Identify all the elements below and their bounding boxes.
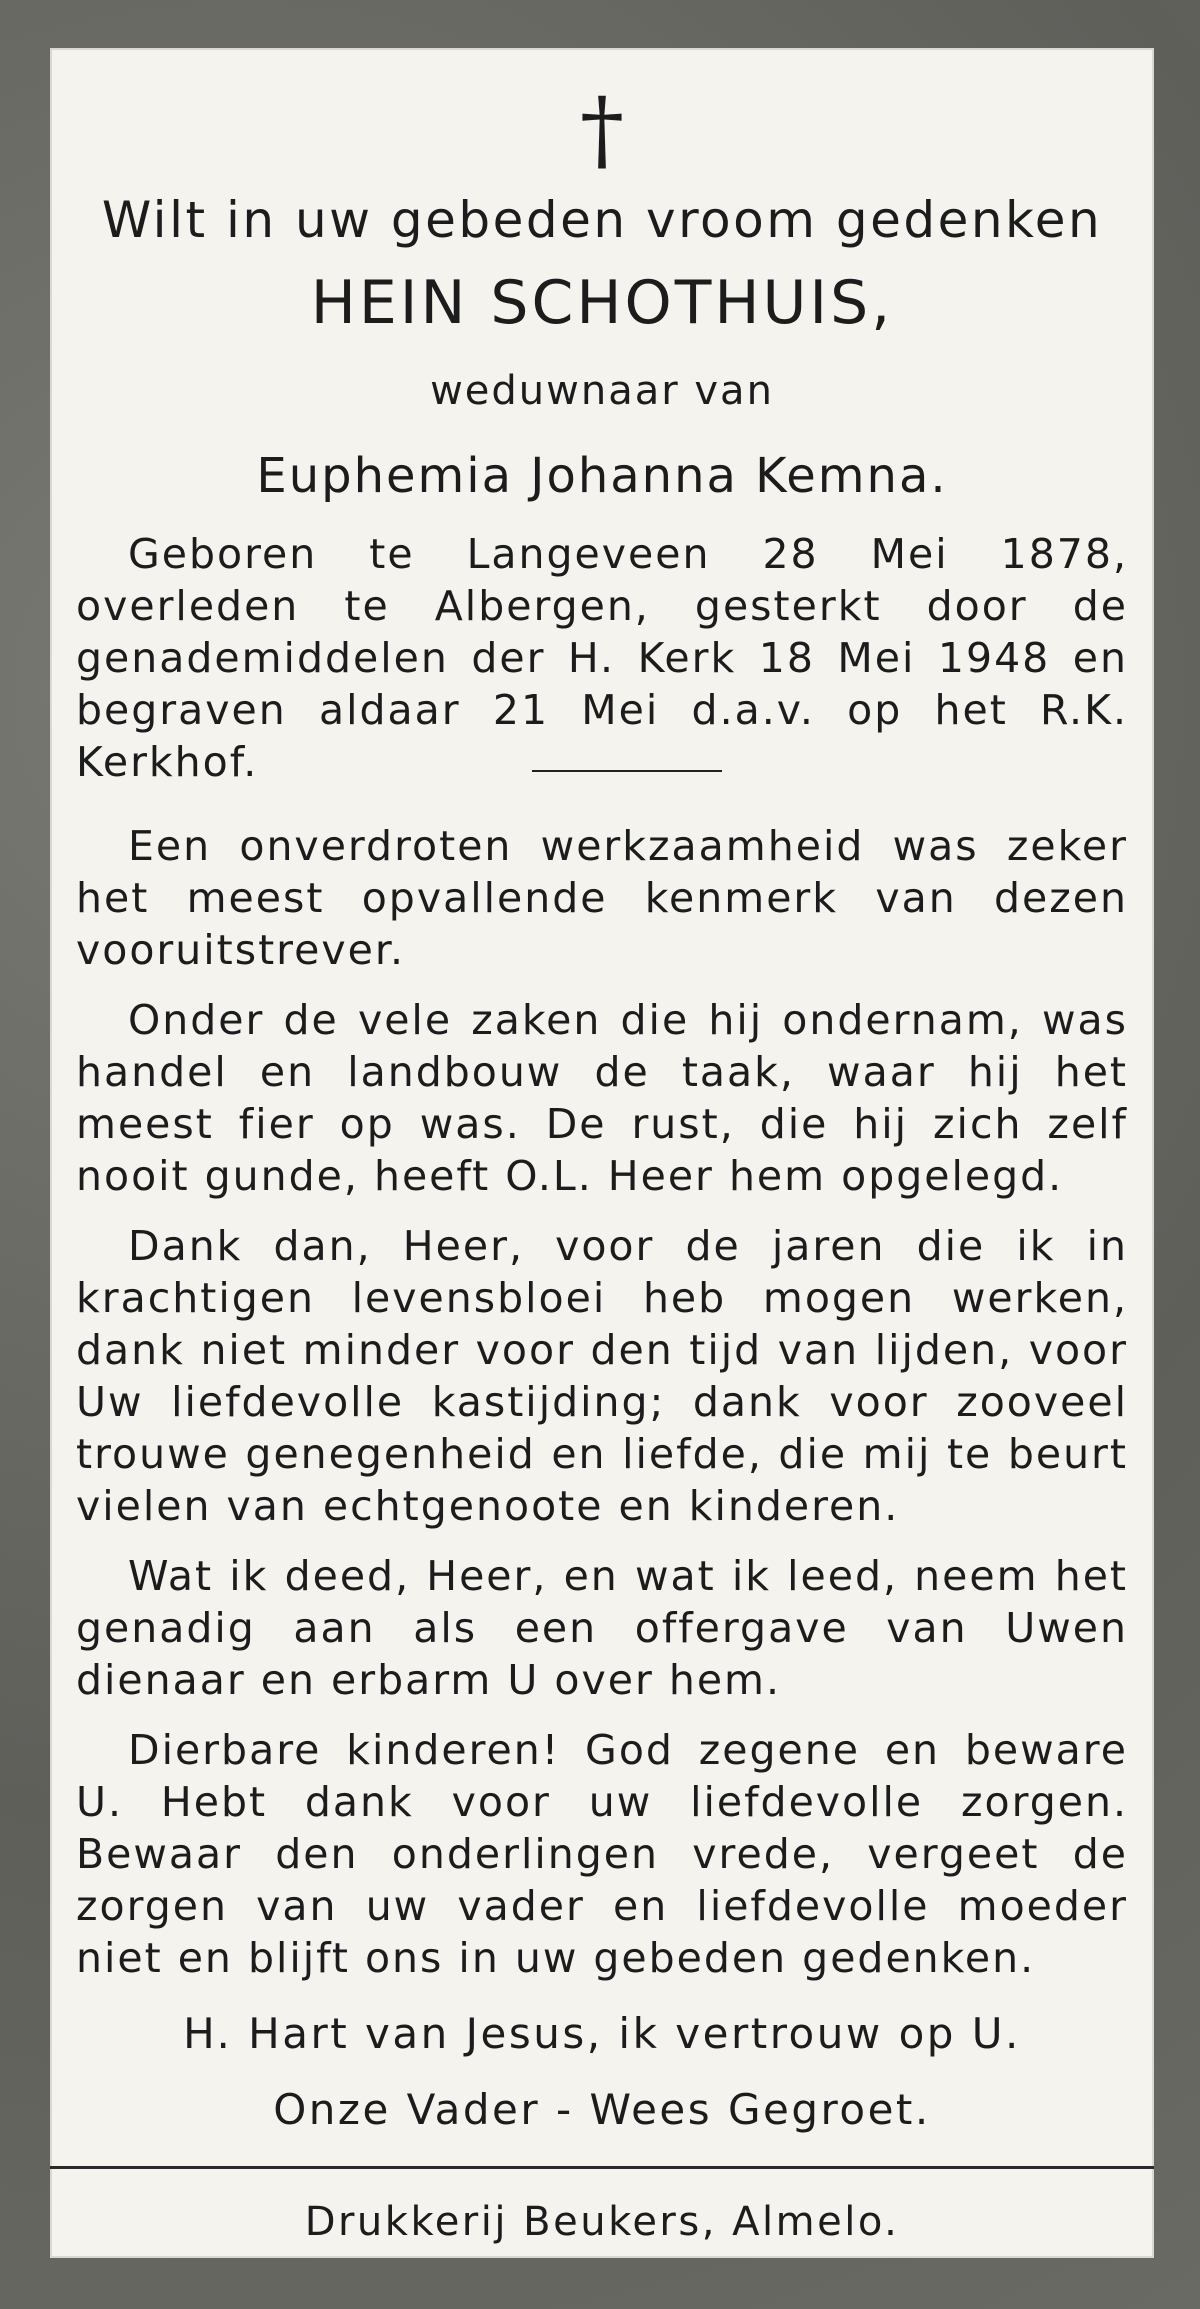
paragraph-2	[76, 994, 1128, 1202]
paragraph-text: Dierbare kinderen! God zegene en beware U. Hebt dank voor uw liefdevolle zorgen. Bewaar den onderlingen vrede, vergeet de zorgen van uw vader en liefdevolle moeder niet en blijft ons in uw gebeden gedenken.	[76, 1726, 1128, 1982]
cross-icon: †	[580, 78, 624, 181]
deceased-name: HEIN SCHOTHUIS,	[310, 268, 894, 338]
invocation-line: H. Hart van Jesus, ik vertrouw op U.	[183, 2009, 1021, 2058]
prayers-line: Onze Vader - Wees Gegroet.	[273, 2085, 931, 2134]
relation-line: weduwnaar van	[430, 368, 774, 414]
paragraph-text: Een onverdroten werkzaamheid was zeker het meest opvallende kenmerk van dezen vooruitstrever.	[76, 822, 1128, 974]
paragraph-text: Onder de vele zaken die hij ondernam, was handel en landbouw de taak, waar hij het meest fier op was. De rust, die hij zich zelf nooit gunde, heeft O.L. Heer hem opgelegd.	[76, 996, 1128, 1200]
paragraph-3	[76, 1220, 1128, 1532]
paragraph-5	[76, 1724, 1128, 1984]
paragraph-text: Wat ik deed, Heer, en wat ik leed, neem het genadig aan als een offergave van Uwen dienaar en erbarm U over hem.	[76, 1552, 1128, 1704]
paragraph-text: Dank dan, Heer, voor de jaren die ik in krachtigen levensbloei heb mogen werken, dank niet minder voor den tijd van lijden, voor Uw liefdevolle kastijding; dank voor zooveel trouwe genegenheid en liefde, die mij te beurt vielen van echtgenoote en kinderen.	[76, 1222, 1128, 1530]
intro-line: Wilt in uw gebeden vroom gedenken	[101, 191, 1103, 249]
spouse-name: Euphemia Johanna Kemna.	[256, 448, 948, 504]
divider-line	[532, 770, 722, 772]
footer-rule	[50, 2166, 1154, 2169]
printer-credit: Drukkerij Beukers, Almelo.	[304, 2199, 900, 2245]
biography-text: Geboren te Langeveen 28 Mei 1878, overleden te Albergen, gesterkt door de genademiddelen der H. Kerk 18 Mei 1948 en begraven aldaar 21 Mei d.a.v. op het R.K. Kerkhof.	[76, 530, 1128, 786]
card-content	[76, 48, 1128, 2142]
memorial-card	[50, 48, 1154, 2258]
biography-paragraph	[76, 528, 1128, 788]
paragraph-4	[76, 1550, 1128, 1706]
paragraph-1	[76, 820, 1128, 976]
